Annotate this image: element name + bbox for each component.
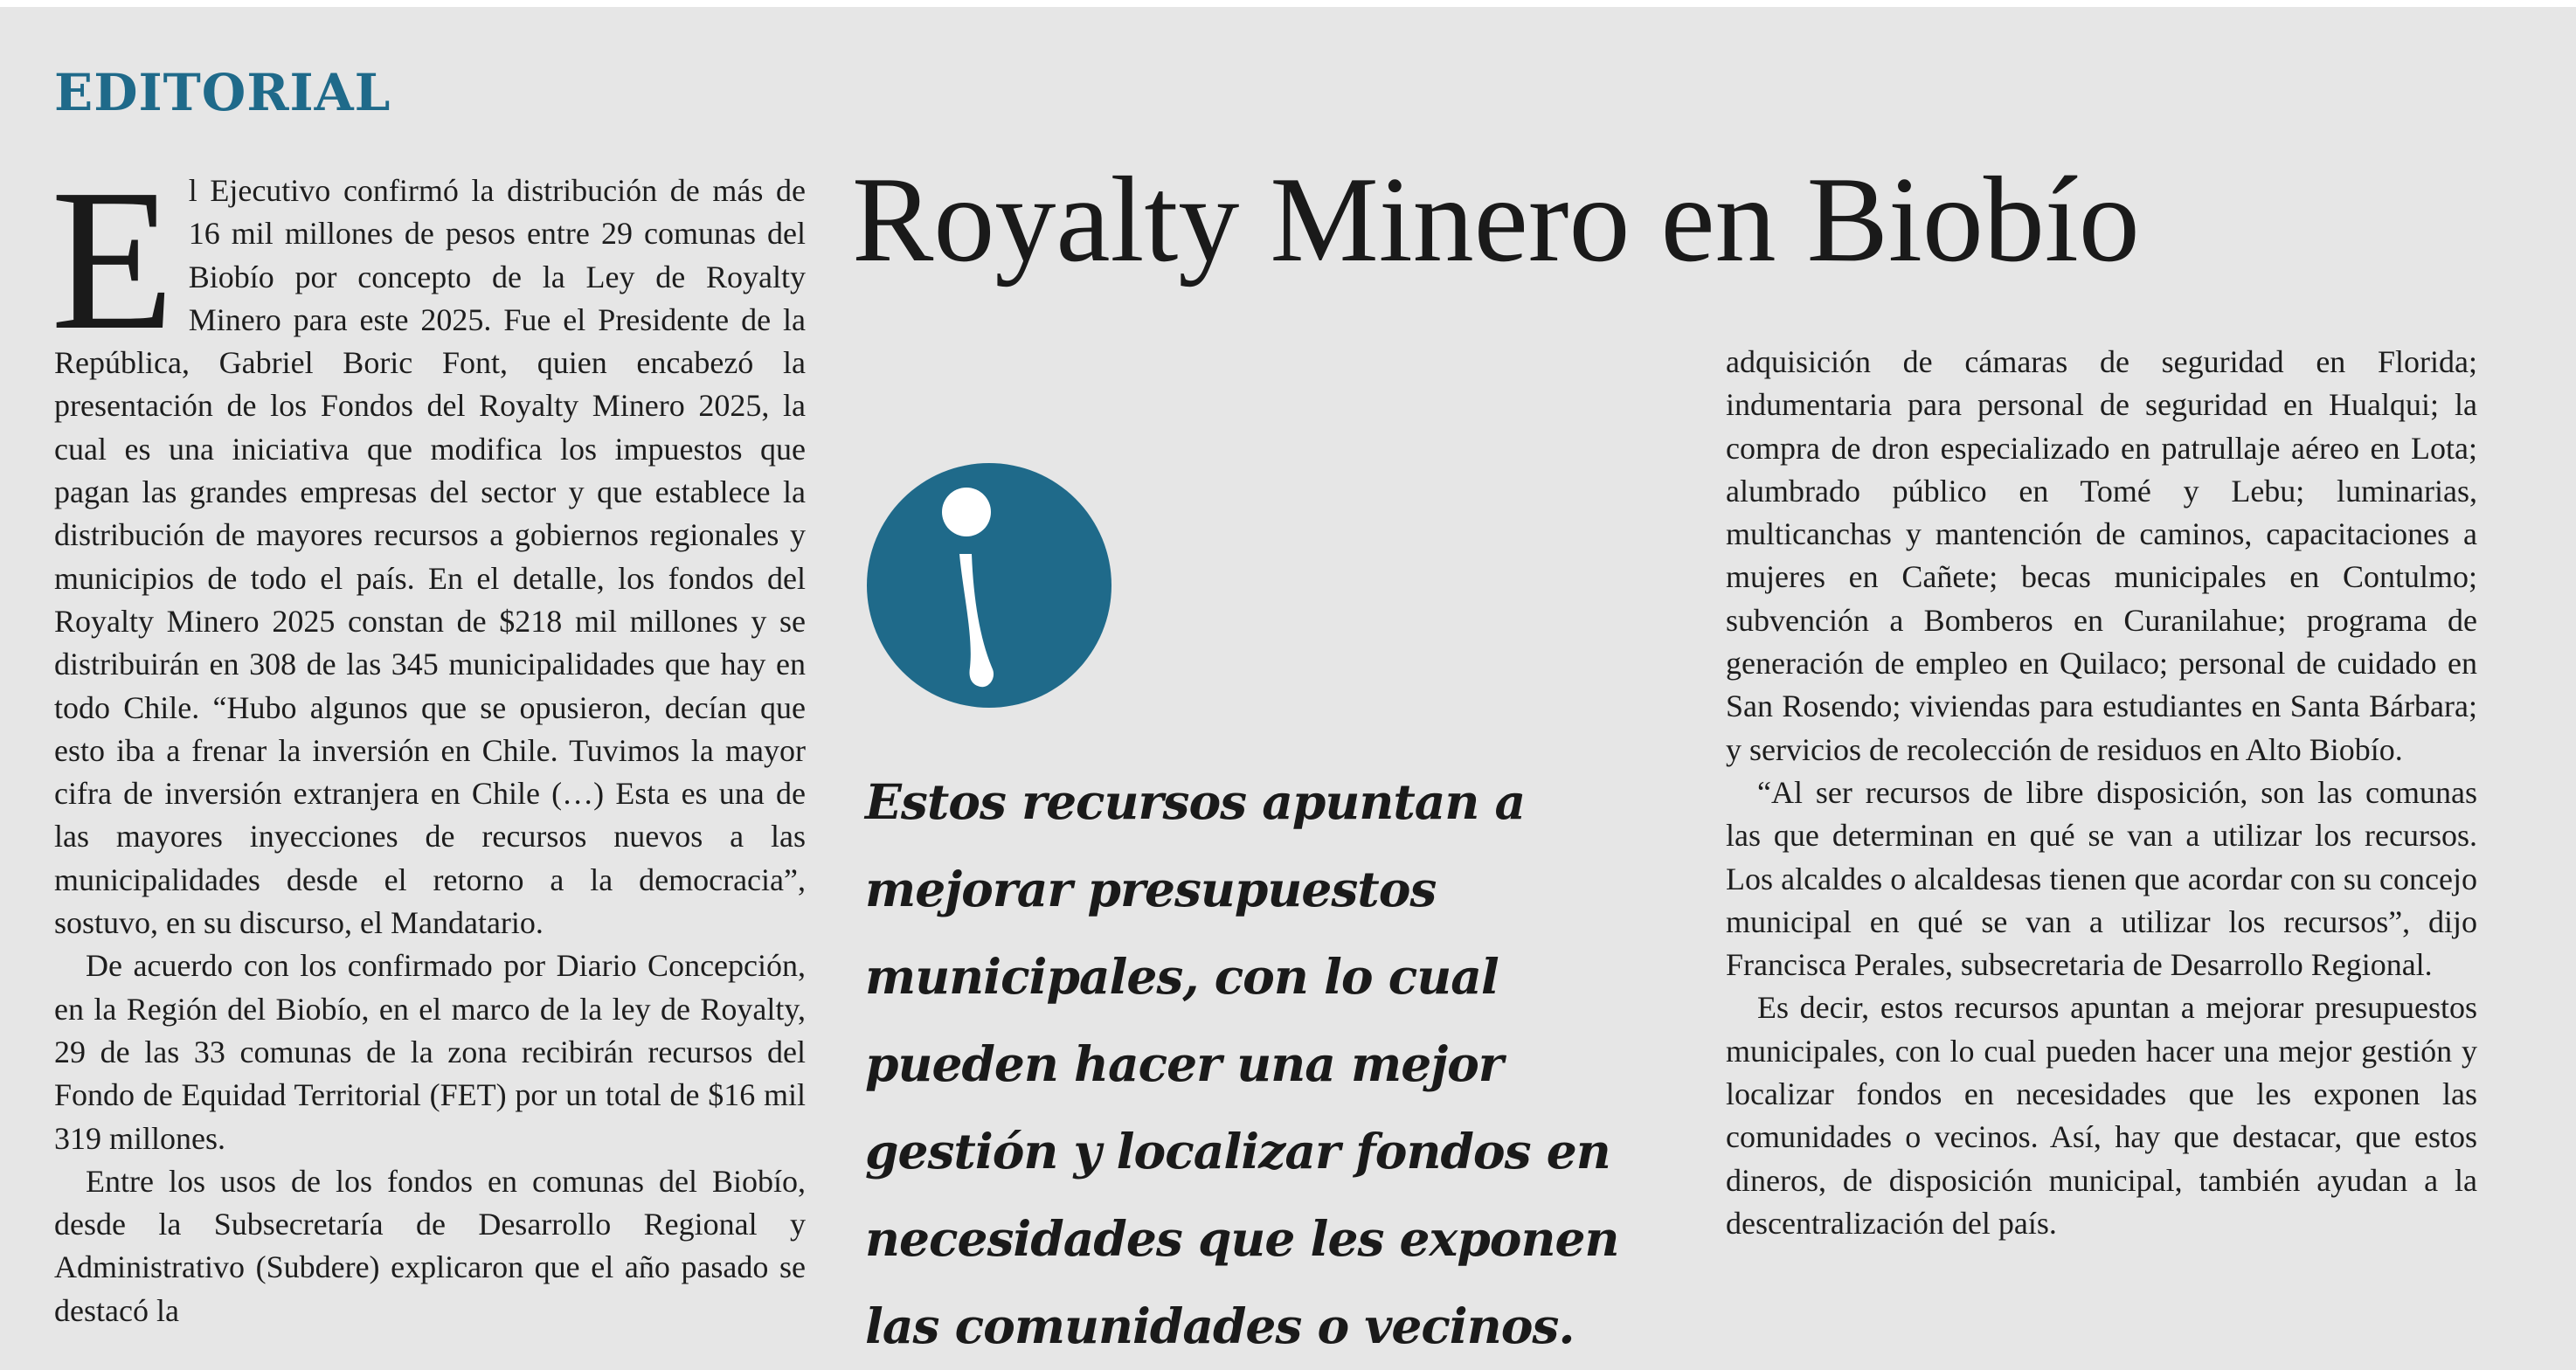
right-paragraph-3: Es decir, estos recursos apuntan a mejorar presupuestos municipales, con lo cual pueden hacer una mejor gestión y localizar fondos en necesidades que les exponen las comunidades o vecinos. Así, hay que destacar, que estos dineros, de disposición municipal, también ayudan a la descentralización del país. [1726, 990, 2477, 1241]
info-icon [865, 461, 1113, 709]
section-label: EDITORIAL [54, 63, 391, 122]
right-paragraph-2: “Al ser recursos de libre disposición, son las comunas las que determinan en qué se van a utilizar los recursos. Los alcaldes o alcaldesas tienen que acordar con su concejo municipal en qué se van a utilizar los recursos”, dijo Francisca Perales, subsecretaria de Desarrollo Regional. [1726, 774, 2477, 983]
left-paragraph-2: De acuerdo con los confirmado por Diario Concepción, en la Región del Biobío, en el marco de la ley de Royalty, 29 de las 33 comunas de la zona recibirán recursos del Fondo de Equidad Territorial (FET) por un total de $16 mil 319 millones. [54, 948, 806, 1156]
right-paragraph-1: adquisición de cámaras de seguridad en Florida; indumentaria para personal de seguridad en Hualqui; la compra de dron especializado en patrullaje aéreo en Lota; alumbrado público en Tomé y Lebu; luminarias, multicanchas y mantención de caminos, capacitaciones a mujeres en Cañete; becas municipales en Contulmo; subvención a Bomberos en Curanilahue; programa de generación de empleo en Quilaco; personal de cuidado en San Rosendo; viviendas para estudiantes en Santa Bárbara; y servicios de recolección de residuos en Alto Biobío. [1726, 344, 2477, 767]
info-icon-dot [942, 488, 991, 536]
headline: Royalty Minero en Biobío [852, 152, 2140, 287]
left-column [51, 148, 806, 1332]
right-column [1726, 341, 2477, 1245]
top-border [0, 0, 2576, 7]
left-paragraph-3: Entre los usos de los fondos en comunas del Biobío, desde la Subsecretaría de Desarrollo Regional y Administrativo (Subdere) explicaron que el año pasado se destacó la [54, 1163, 806, 1328]
pull-quote: Estos recursos apuntan a mejorar presupuestos municipales, con lo cual pueden hacer una mejor gestión y localizar fondos en necesidades que les exponen las comunidades o vecinos. [865, 773, 1619, 1354]
drop-cap: E [51, 148, 175, 372]
left-paragraph-1 [51, 148, 806, 944]
left-paragraph-1-text: l Ejecutivo confirmó la distribución de más de 16 mil millones de pesos entre 29 comunas del Biobío por concepto de la Ley de Royalty Minero para este 2025. Fue el Presidente de la República, Gabriel Boric Font, quien encabezó la presentación de los Fondos del Royalty Minero 2025, la cual es una iniciativa que modifica los impuestos que pagan las grandes empresas del sector y que establece la distribución de mayores recursos a gobiernos regionales y municipios de todo el país. En el detalle, los fondos del Royalty Minero 2025 constan de $218 mil millones y se distribuirán en 308 de las 345 municipalidades que hay en todo Chile. “Hubo algunos que se opusieron, decían que esto iba a frenar la inversión en Chile. Tuvimos la mayor cifra de inversión extranjera en Chile (…) Esta es una de las mayores inyecciones de recursos nuevos a las municipalidades desde el retorno a la democracia”, sostuvo, en su discurso, el Mandatario. [54, 173, 806, 941]
